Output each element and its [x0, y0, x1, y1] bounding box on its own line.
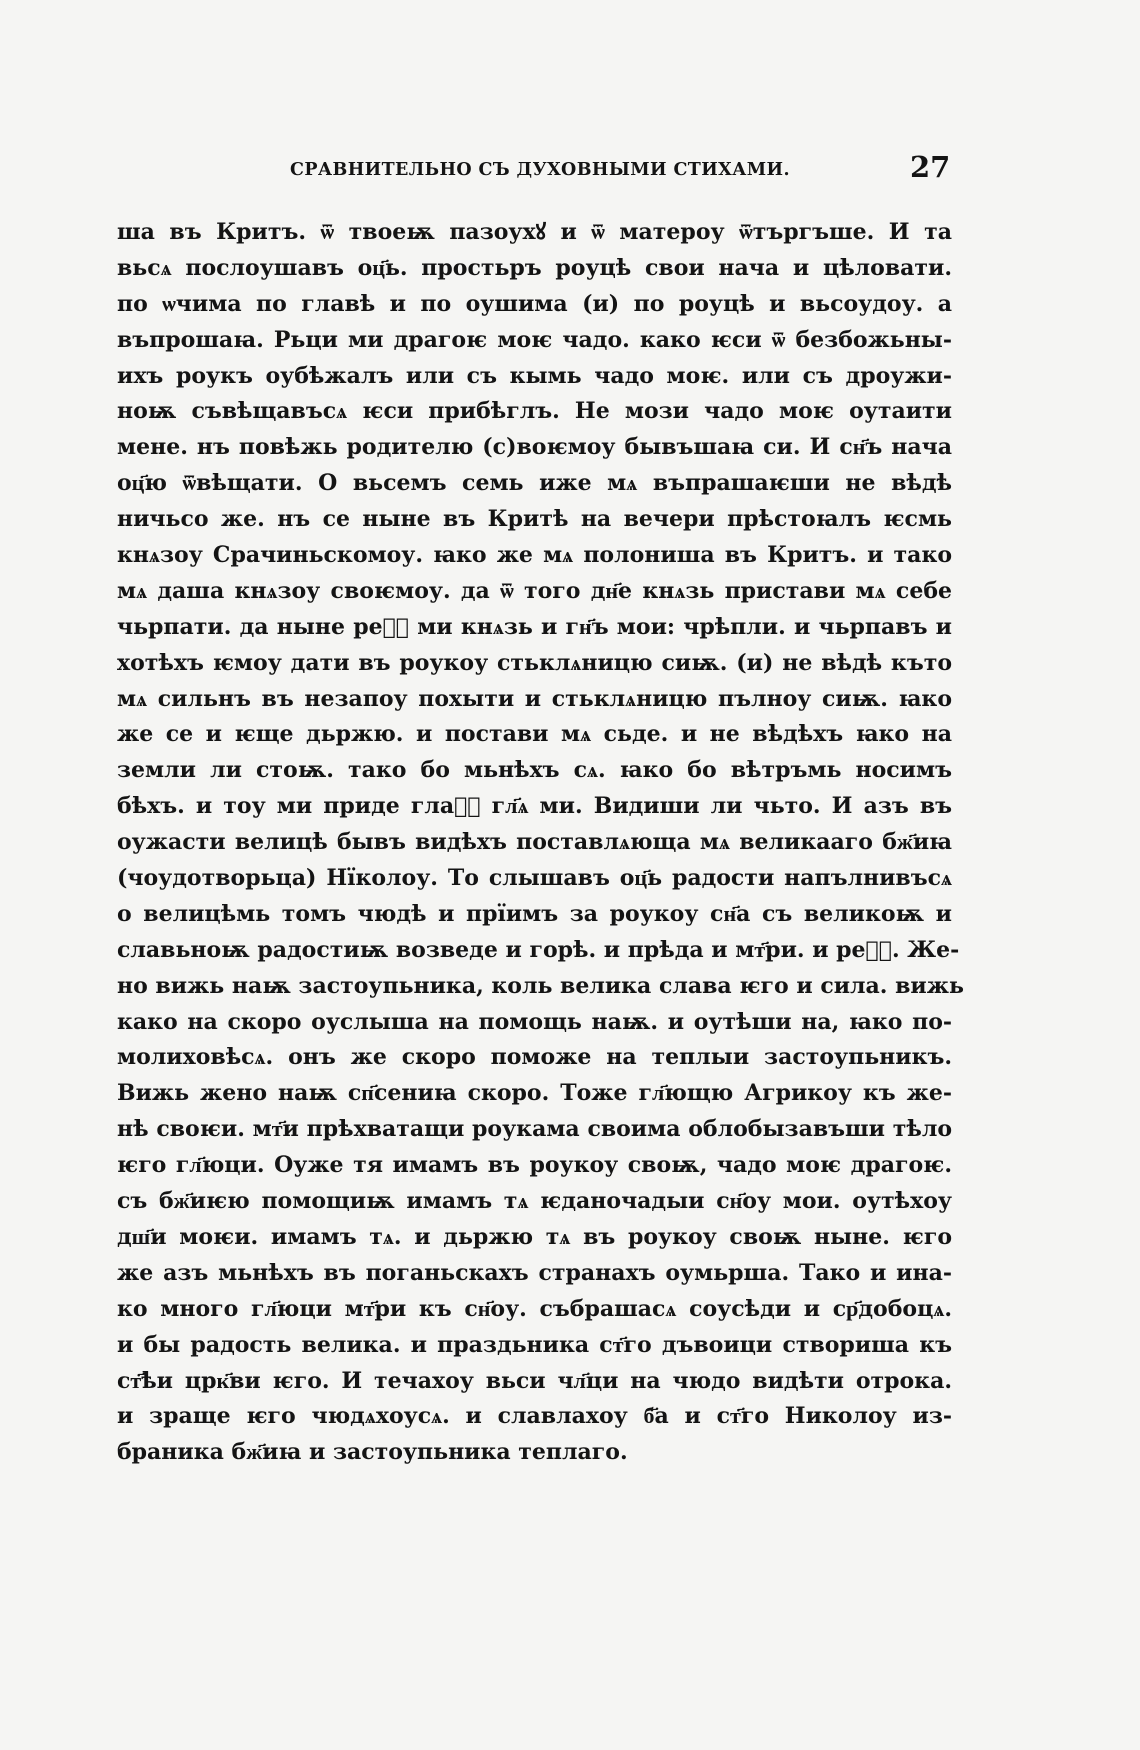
running-head: СРАВНИТЕЛЬНО СЪ ДУХОВНЫМИ СТИХАМИ. [290, 160, 790, 180]
page-number: 27 [910, 150, 951, 184]
text-line: браника бж҃иꙗ и застоупьника теплаго. [117, 1439, 628, 1466]
text-line: и зраще ѥго чюдѧхоусѧ. и славлахоу б҃а и ст҃го Николоу из- [117, 1403, 952, 1430]
text-line: и бы радость велика. и праздьника ст҃го дъвоици створиша къ [117, 1331, 952, 1358]
text-line: бѣхъ. и тоу ми приде глаⷭ҇ гл҃ѧ ми. Видиши ли чьто. И азъ въ [117, 793, 952, 820]
text-line: славьноѭ радостиѭ возведе и горѣ. и прѣда и мт҃ри. и реⷱ҇. Же- [117, 936, 960, 963]
text-line: нѣ своѥи. мт҃и прѣхватащи роукама своима облобызавъши тѣло [117, 1116, 952, 1143]
text-line: въпрошаꙗ. Рьци ми драгоѥ моѥ чадо. како ѥси ѿ безбожьны- [117, 326, 952, 353]
text-line: хотѣхъ ѥмоу дати въ роукоу стьклѧницю сиѭ. (и) не вѣдѣ къто [117, 649, 952, 676]
text-line: оц҃ю ѿвѣщати. О вьсемъ семь иже мѧ въпрашаѥши не вѣдѣ [117, 470, 952, 497]
text-line: же азъ мьнѣхъ въ поганьскахъ странахъ оумьрша. Тако и ина- [117, 1259, 952, 1286]
text-line: ноѭ съвѣщавъсѧ ѥси прибѣглъ. Не мози чадо моѥ оутаити [117, 398, 952, 425]
text-line: Вижь жено наѭ сп҃сениꙗ скоро. Тоже гл҃ющю Агрикоу къ же- [117, 1080, 952, 1107]
text-line: (чоудотворьца) Нїколоу. То слышавъ оц҃ь радости напълнивъсѧ [117, 865, 952, 892]
text-line: чьрпати. да ныне реⷱ҇ ми кнѧзь и гн҃ъ мои: чрѣпли. и чьрпавъ и [117, 613, 952, 640]
text-line: ихъ роукъ оубѣжалъ или съ кымь чадо моѥ. или съ дроужи- [117, 362, 952, 389]
text-line: мене. нъ повѣжь родителю (с)воѥмоу бывъшаꙗ си. И сн҃ъ нача [117, 434, 952, 461]
body-text [117, 215, 964, 1471]
text-line: ко много гл҃юци мт҃ри къ сн҃оу. събрашасѧ соусѣди и ср҃добоцѧ. [117, 1295, 952, 1322]
text-line: оужасти велицѣ бывъ видѣхъ поставлѧюща мѧ великааго бж҃иꙗ [117, 829, 952, 856]
text-line: же се и ѥще дьржю. и постави мѧ сьде. и не вѣдѣхъ ꙗко на [117, 721, 952, 748]
text-line: ша въ Критъ. ѿ твоеѭ пазоухꙋ и ѿ матероу ѿтъргъше. И та [117, 219, 952, 245]
text-line: земли ли стоѭ. тако бо мьнѣхъ сѧ. ꙗко бо вѣтръмь носимъ [117, 757, 952, 784]
text-line: ничьсо же. нъ се ныне въ Критѣ на вечери прѣстоꙗлъ ѥсмь [117, 506, 952, 533]
text-line: мѧ сильнъ въ незапоу похыти и стьклѧницю пълноу сиѭ. ꙗко [117, 685, 952, 712]
text-line: ѥго гл҃юци. Оуже тя имамъ въ роукоу своѭ, чадо моѥ драгоѥ. [117, 1152, 952, 1179]
text-line: дш҃и моѥи. имамъ тѧ. и дьржю тѧ въ роукоу своѭ ныне. ѥго [117, 1223, 952, 1250]
text-line: ст҃ѣи црк҃ви ѥго. И течахоу вьси чл҃ци на чюдо видѣти отрока. [117, 1367, 952, 1394]
text-line: кнѧзоу Срачиньскомоу. ꙗко же мѧ полониша въ Критъ. и тако [117, 542, 952, 569]
text-line: о велицѣмь томъ чюдѣ и прїимъ за роукоу сн҃а съ великоѭ и [117, 900, 952, 927]
text-line: мѧ даша кнѧзоу своѥмоу. да ѿ того дн҃е кнѧзь пристави мѧ себе [117, 577, 952, 604]
text-line: вьсѧ послоушавъ оц҃ь. простьръ роуцѣ свои нача и цѣловати. [117, 254, 952, 281]
text-line: съ бж҃иѥю помощиѭ имамъ тѧ ѥданочадыи сн҃оу мои. оутѣхоу [117, 1188, 952, 1215]
text-line: молиховѣсѧ. онъ же скоро поможе на теплыи застоупьникъ. [117, 1044, 952, 1071]
text-line: како на скоро оуслыша на помощь наѭ. и оутѣши на, ꙗко по- [117, 1008, 952, 1035]
text-line: по ѡчима по главѣ и по оушима (и) по роуцѣ и вьсоудоу. а [117, 290, 952, 317]
text-line: но вижь наѭ застоупьника, коль велика слава ѥго и сила. вижь [117, 972, 964, 999]
